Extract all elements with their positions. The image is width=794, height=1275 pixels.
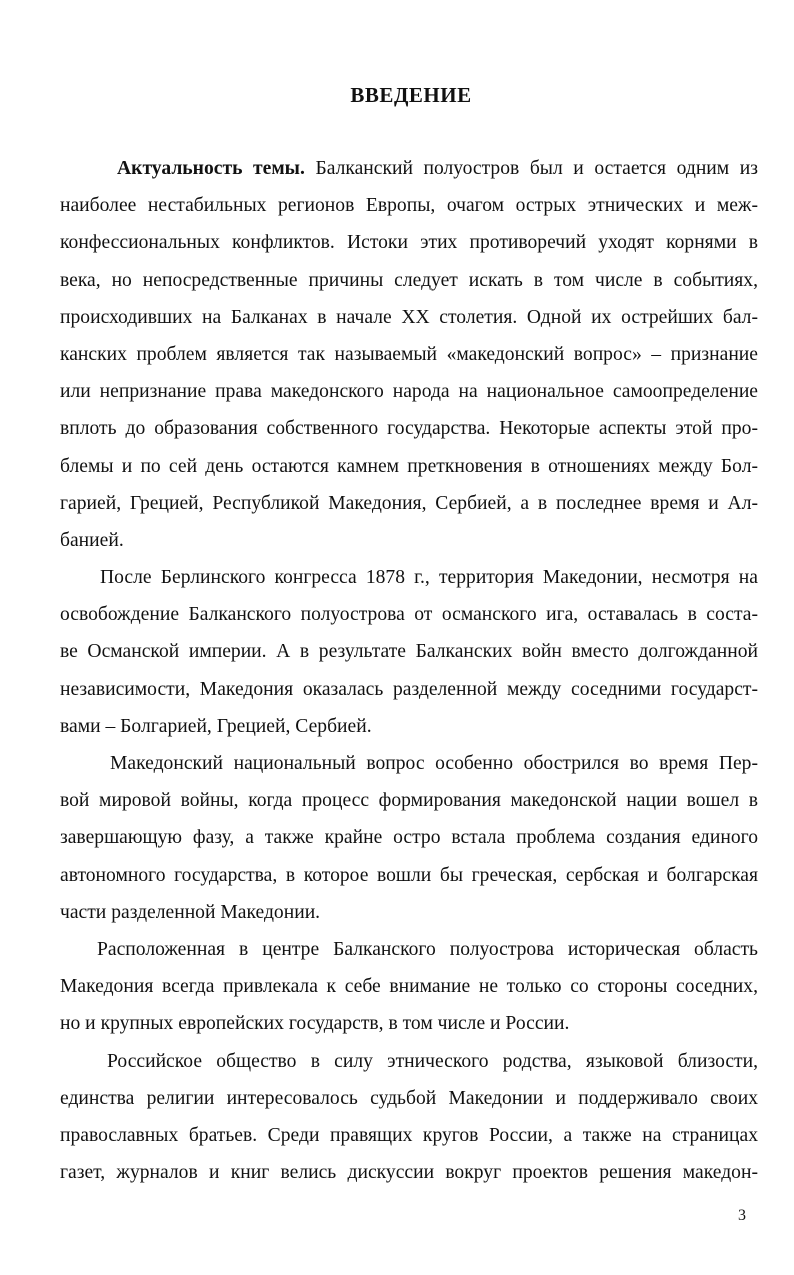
text-line: банией.	[60, 529, 124, 551]
text-line: Расположенная в центре Балканского полуострова историческая область	[97, 938, 758, 960]
text-line: блемы и по сей день остаются камнем преткновения в отношениях между Бол-	[60, 455, 758, 477]
text-span: Балканский полуостров был и остается одним из	[304, 158, 758, 179]
text-line: или непризнание права македонского народа на национальное самоопределение	[60, 381, 758, 403]
text-line: но и крупных европейских государств, в том числе и России.	[60, 1013, 570, 1035]
text-line: завершающую фазу, а также крайне остро встала проблема создания единого	[60, 827, 758, 849]
page-number: 3	[738, 1207, 746, 1224]
paragraph-lead: Актуальность темы.	[117, 158, 305, 179]
text-line: Российское общество в силу этнического родства, языковой близости,	[107, 1050, 758, 1072]
text-line: После Берлинского конгресса 1878 г., территория Македонии, несмотря на	[100, 567, 758, 589]
body-text	[60, 150, 758, 1191]
text-line: вплоть до образования собственного государства. Некоторые аспекты этой про-	[60, 418, 758, 440]
text-line: происходивших на Балканах в начале XX столетия. Одной их острейших бал-	[60, 306, 758, 328]
text-line: конфессиональных конфликтов. Истоки этих противоречий уходят корнями в	[60, 232, 758, 254]
text-line: вами – Болгарией, Грецией, Сербией.	[60, 715, 372, 737]
text-line: гарией, Грецией, Республикой Македония, Сербией, а в последнее время и Ал-	[60, 492, 758, 514]
text-line: наиболее нестабильных регионов Европы, очагом острых этнических и меж-	[60, 195, 758, 217]
text-line: православных братьев. Среди правящих кругов России, а также на страницах	[60, 1124, 758, 1146]
text-line: Македонский национальный вопрос особенно обострился во время Пер-	[110, 753, 758, 774]
text-line: Македония всегда привлекала к себе внимание не только со стороны соседних,	[60, 976, 758, 998]
text-line: газет, журналов и книг велись дискуссии вокруг проектов решения македон-	[60, 1162, 758, 1184]
text-line: автономного государства, в которое вошли бы греческая, сербская и болгарская	[60, 864, 758, 886]
text-line: канских проблем является так называемый «македонский вопрос» – признание	[60, 343, 758, 365]
page-title: ВВЕДЕНИЕ	[350, 83, 472, 107]
text-line: века, но непосредственные причины следует искать в том числе в событиях,	[60, 269, 758, 291]
text-line: части разделенной Македонии.	[60, 901, 321, 923]
text-line: единства религии интересовалось судьбой Македонии и поддерживало своих	[60, 1087, 758, 1109]
text-line: независимости, Македония оказалась разделенной между соседними государст-	[60, 678, 758, 700]
text-line: освобождение Балканского полуострова от османского ига, оставалась в соста-	[60, 604, 758, 626]
text-line: вой мировой войны, когда процесс формирования македонской нации вошел в	[60, 790, 758, 812]
text-line: ве Османской империи. А в результате Балканских войн вместо долгожданной	[60, 641, 758, 663]
text-line	[60, 150, 758, 187]
